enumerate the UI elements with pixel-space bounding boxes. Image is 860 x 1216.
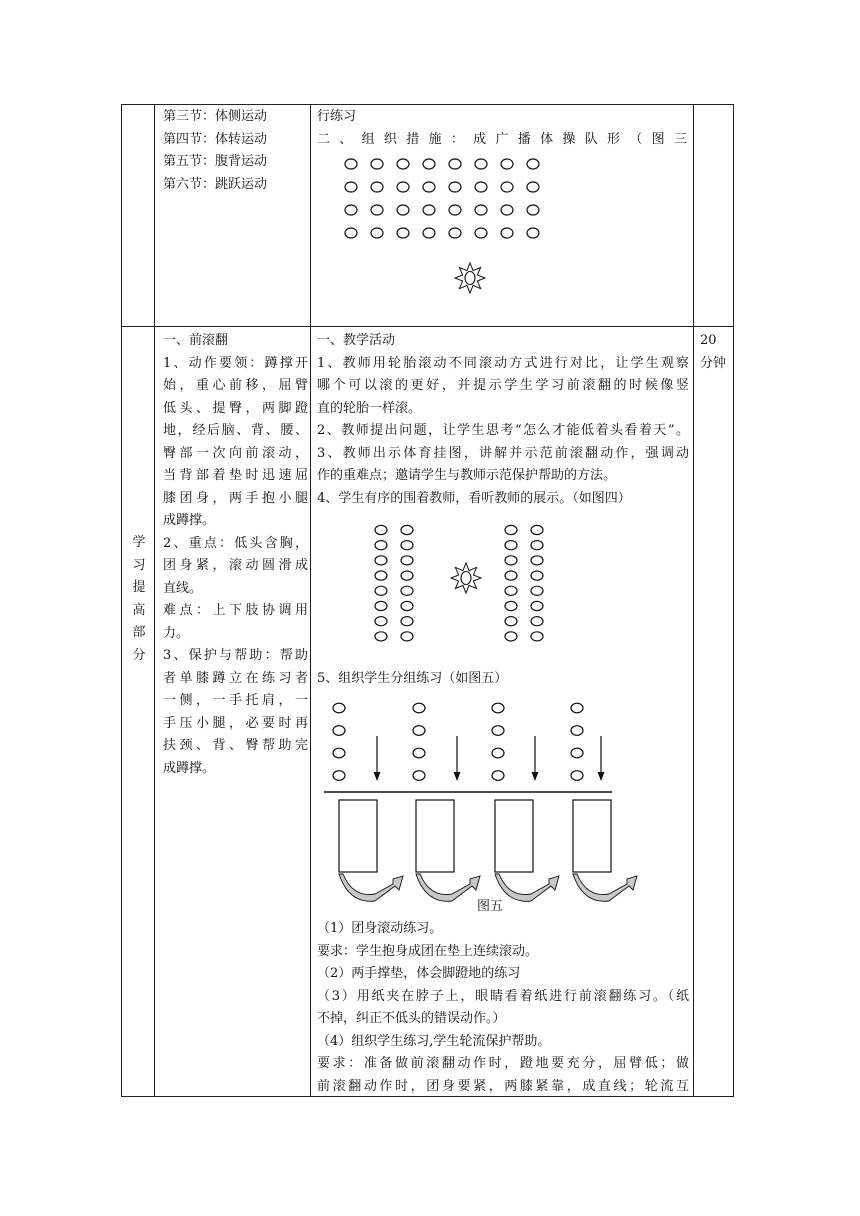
student-marker bbox=[333, 748, 345, 758]
section-label bbox=[129, 532, 149, 667]
section-char: 部 bbox=[132, 625, 146, 640]
student-marker bbox=[371, 159, 383, 169]
student-marker bbox=[375, 541, 387, 550]
process-line: 1、教师用轮胎滚动不同滚动方式进行对比，让学生观察 bbox=[317, 355, 689, 371]
student-marker bbox=[492, 703, 504, 713]
student-marker bbox=[449, 159, 461, 169]
process-line: 前滚翻动作时，团身要紧，两膝紧靠，成直线；轮流互 bbox=[317, 1078, 689, 1094]
content-line: 成蹲撑。 bbox=[163, 513, 216, 528]
table-border-left bbox=[121, 104, 122, 1097]
student-marker bbox=[505, 525, 517, 534]
process-line: 直的轮胎一样滚。 bbox=[317, 400, 422, 416]
student-marker bbox=[345, 228, 357, 238]
student-marker bbox=[413, 748, 425, 758]
arrow-down-icon bbox=[454, 736, 461, 781]
student-marker bbox=[571, 771, 583, 781]
mat-rect bbox=[416, 800, 454, 872]
student-marker bbox=[401, 586, 413, 595]
content-line: 力。 bbox=[163, 625, 190, 641]
row2-process-top bbox=[317, 330, 689, 510]
content-line: 扶颈、背、臀帮助完 bbox=[163, 738, 308, 753]
student-marker bbox=[375, 556, 387, 565]
student-marker bbox=[423, 182, 435, 192]
student-marker bbox=[505, 586, 517, 595]
content-line: 手压小腿，必要时再 bbox=[163, 715, 308, 731]
time-unit: 分钟 bbox=[700, 355, 727, 371]
student-marker bbox=[375, 632, 387, 641]
student-marker bbox=[531, 586, 543, 595]
teacher-sun-icon bbox=[451, 563, 481, 593]
student-marker bbox=[345, 182, 357, 192]
student-marker bbox=[375, 571, 387, 580]
student-marker bbox=[423, 228, 435, 238]
student-marker bbox=[449, 182, 461, 192]
process-line: 行练习 bbox=[317, 109, 357, 124]
student-marker bbox=[333, 703, 345, 713]
process-line: （2）两手撑垫，体会脚蹬地的练习 bbox=[317, 966, 521, 981]
content-line: 始，重心前移，屈臂 bbox=[163, 378, 308, 393]
time-value: 20 bbox=[700, 333, 717, 348]
student-marker bbox=[401, 525, 413, 534]
student-marker bbox=[531, 632, 543, 641]
roll-arrow-icon bbox=[495, 874, 559, 901]
mat-rect bbox=[339, 800, 377, 872]
student-marker bbox=[423, 205, 435, 215]
student-marker bbox=[397, 182, 409, 192]
student-marker bbox=[505, 541, 517, 550]
process-line: 一、教学活动 bbox=[317, 333, 396, 348]
content-line: 第三节：体侧运动 bbox=[163, 109, 268, 124]
arrow-down-icon bbox=[532, 736, 539, 781]
student-marker bbox=[501, 205, 513, 215]
row1-process-cell bbox=[317, 106, 687, 151]
figure-caption: 图五 bbox=[477, 899, 504, 914]
student-marker bbox=[501, 159, 513, 169]
process-line: （3）用纸夹在脖子上，眼睛看着纸进行前滚翻练习。（纸 bbox=[317, 988, 689, 1004]
student-marker bbox=[475, 205, 487, 215]
process-line: 二、组织措施：成广播体操队形（图三 bbox=[317, 131, 687, 147]
column-divider bbox=[310, 104, 311, 1097]
section-char: 学 bbox=[132, 535, 146, 550]
process-line: （4）组织学生练习,学生轮流保护帮助。 bbox=[317, 1033, 551, 1049]
content-line: 2、重点：低头含胸， bbox=[163, 535, 308, 551]
process-line: 哪个可以滚的更好，并提示学生学习前滚翻的时候像竖 bbox=[317, 378, 689, 393]
row1-content-cell bbox=[163, 106, 308, 196]
roll-arrow-icon bbox=[573, 874, 637, 901]
student-marker bbox=[505, 601, 517, 610]
student-marker bbox=[423, 159, 435, 169]
process-line: 要求：学生抱身成团在垫上连续滚动。 bbox=[317, 943, 539, 959]
process-line: 4、学生有序的围着教师，看听教师的展示。（如图四） bbox=[317, 490, 631, 506]
student-marker bbox=[397, 228, 409, 238]
process-line: 不掉，纠正不低头的错误动作。） bbox=[317, 1011, 506, 1026]
content-line: 当背部着垫时迅速屈 bbox=[163, 468, 308, 483]
student-marker bbox=[505, 556, 517, 565]
figure4-diagram bbox=[371, 522, 551, 647]
student-marker bbox=[492, 748, 504, 758]
student-marker bbox=[527, 228, 539, 238]
content-line: 第六节：跳跃运动 bbox=[163, 176, 268, 192]
student-marker bbox=[571, 748, 583, 758]
table-border-right bbox=[733, 104, 734, 1097]
column-divider bbox=[693, 104, 694, 1097]
arrow-down-icon bbox=[374, 736, 381, 781]
column-divider bbox=[154, 104, 155, 1097]
roll-arrow-icon bbox=[416, 874, 480, 901]
process-line: 作的重难点；邀请学生与教师示范保护帮助的方法。 bbox=[317, 468, 617, 483]
content-line: 第五节：腹背运动 bbox=[163, 154, 268, 169]
student-marker bbox=[413, 703, 425, 713]
student-marker bbox=[375, 617, 387, 626]
section-char: 提 bbox=[132, 580, 146, 595]
student-marker bbox=[413, 771, 425, 781]
student-marker bbox=[475, 159, 487, 169]
content-line: 成蹲撑。 bbox=[163, 760, 216, 776]
student-marker bbox=[527, 205, 539, 215]
lesson-plan-table bbox=[121, 104, 734, 1097]
process-line: （1）团身滚动练习。 bbox=[317, 921, 443, 936]
content-line: 膝团身，两手抱小腿 bbox=[163, 490, 308, 506]
content-line: 臀部一次向前滚动， bbox=[163, 445, 308, 461]
student-marker bbox=[527, 159, 539, 169]
student-marker bbox=[505, 632, 517, 641]
content-line: 低头、提臀，两脚蹬 bbox=[163, 400, 308, 416]
student-marker bbox=[492, 771, 504, 781]
mat-rect bbox=[573, 800, 611, 872]
student-marker bbox=[345, 159, 357, 169]
roll-arrow-icon bbox=[339, 874, 403, 901]
student-marker bbox=[501, 228, 513, 238]
student-marker bbox=[531, 571, 543, 580]
process-line: 要求：准备做前滚翻动作时，蹬地要充分，屈臂低；做 bbox=[317, 1056, 689, 1071]
row2-process-bottom bbox=[317, 918, 689, 1098]
content-line: 一侧，一手托肩，一 bbox=[163, 693, 308, 708]
content-line: 难点：上下肢协调用 bbox=[163, 603, 308, 618]
student-marker bbox=[375, 525, 387, 534]
row2-content-cell bbox=[163, 330, 308, 780]
content-line: 第四节：体转运动 bbox=[163, 131, 268, 147]
student-marker bbox=[401, 632, 413, 641]
time-cell bbox=[700, 330, 732, 375]
student-marker bbox=[475, 228, 487, 238]
student-marker bbox=[401, 601, 413, 610]
student-marker bbox=[345, 205, 357, 215]
student-marker bbox=[571, 703, 583, 713]
student-marker bbox=[375, 601, 387, 610]
student-marker bbox=[531, 525, 543, 534]
content-line: 3、保护与帮助：帮助 bbox=[163, 648, 308, 663]
student-marker bbox=[449, 228, 461, 238]
process-line: 2、教师提出问题，让学生思考“怎么才能低着头看着天”。 bbox=[317, 423, 689, 438]
teacher-sun-icon bbox=[455, 263, 485, 293]
content-line: 团身紧，滚动圆滑成 bbox=[163, 558, 308, 573]
student-marker bbox=[397, 205, 409, 215]
table-border-top bbox=[121, 104, 734, 105]
mat-rect bbox=[495, 800, 533, 872]
content-line: 1、动作要领：蹲撑开 bbox=[163, 355, 308, 371]
student-marker bbox=[401, 541, 413, 550]
section-char: 高 bbox=[132, 602, 146, 618]
student-marker bbox=[401, 617, 413, 626]
content-line: 直线。 bbox=[163, 580, 203, 596]
student-marker bbox=[492, 726, 504, 736]
figure5-diagram bbox=[324, 698, 624, 903]
section-char: 分 bbox=[132, 647, 146, 663]
arrow-down-icon bbox=[598, 736, 605, 781]
student-marker bbox=[333, 771, 345, 781]
step5-label bbox=[317, 668, 689, 691]
student-marker bbox=[413, 726, 425, 736]
row-divider bbox=[121, 326, 734, 327]
student-marker bbox=[571, 726, 583, 736]
student-marker bbox=[449, 205, 461, 215]
process-line: 5、组织学生分组练习（如图五） bbox=[317, 671, 508, 686]
student-marker bbox=[371, 228, 383, 238]
student-marker bbox=[501, 182, 513, 192]
content-line: 一、前滚翻 bbox=[163, 333, 229, 348]
student-marker bbox=[505, 617, 517, 626]
student-marker bbox=[527, 182, 539, 192]
content-line: 者单膝蹲立在练习者 bbox=[163, 670, 308, 686]
student-marker bbox=[401, 556, 413, 565]
student-marker bbox=[371, 205, 383, 215]
figure3-formation-diagram bbox=[341, 156, 551, 296]
student-marker bbox=[531, 601, 543, 610]
student-marker bbox=[505, 571, 517, 580]
section-char: 习 bbox=[132, 557, 146, 573]
student-marker bbox=[475, 182, 487, 192]
student-marker bbox=[397, 159, 409, 169]
student-marker bbox=[531, 541, 543, 550]
student-marker bbox=[531, 556, 543, 565]
student-marker bbox=[531, 617, 543, 626]
student-marker bbox=[333, 726, 345, 736]
student-marker bbox=[401, 571, 413, 580]
content-line: 地，经后脑、背、腰、 bbox=[163, 423, 308, 438]
student-marker bbox=[371, 182, 383, 192]
student-marker bbox=[375, 586, 387, 595]
process-line: 3、教师出示体育挂图，讲解并示范前滚翻动作，强调动 bbox=[317, 445, 689, 461]
